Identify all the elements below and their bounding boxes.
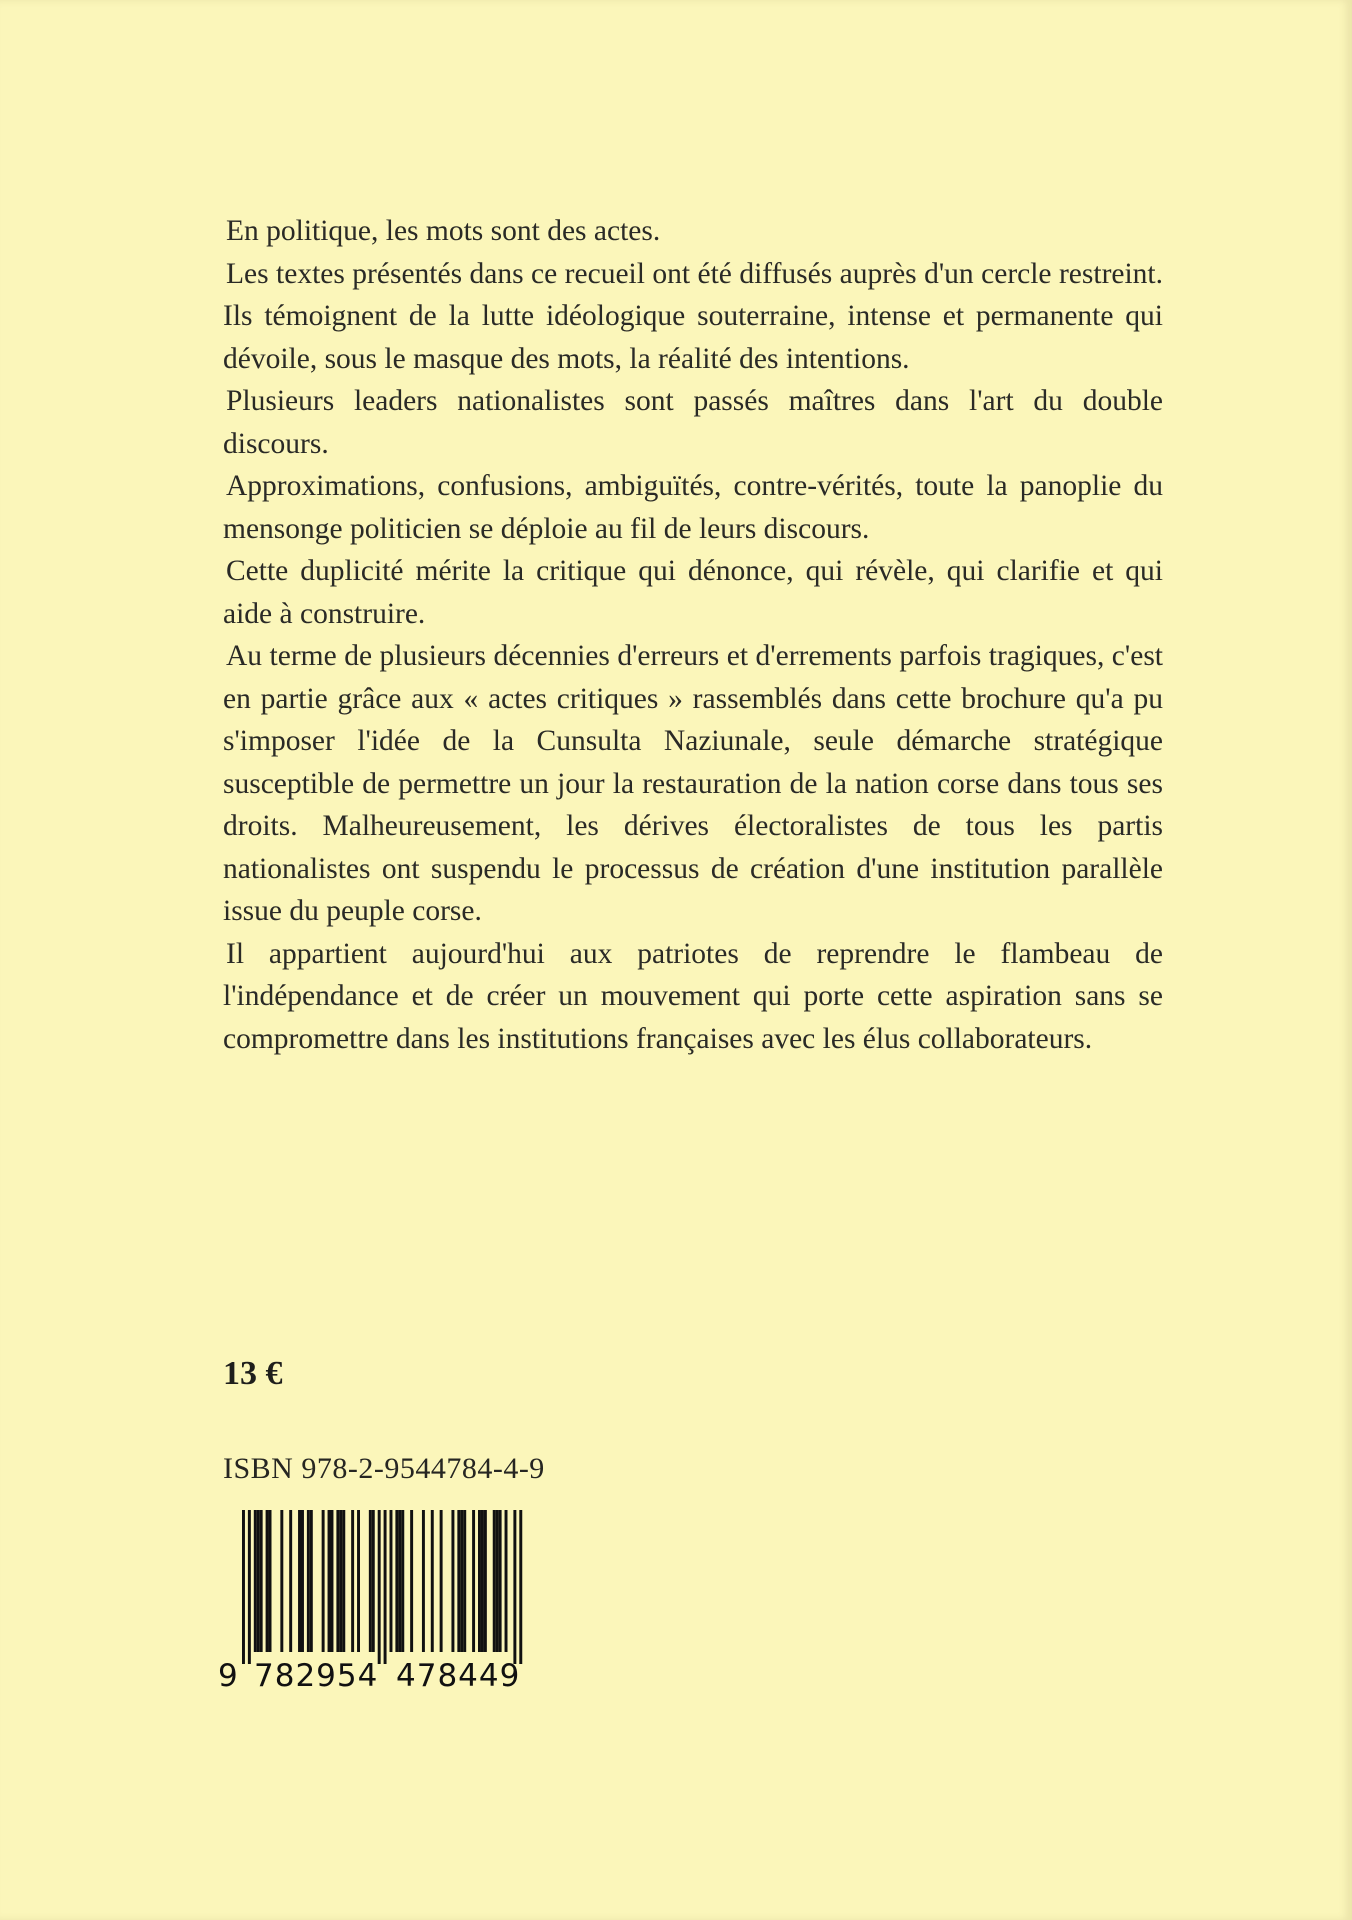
barcode-bar <box>372 1510 375 1652</box>
barcode-bar <box>378 1510 381 1664</box>
paragraph-7: Il appartient aujourd'hui aux patriotes de reprendre le flambeau de l'indépendance et de créer un mouvement qui porte cette aspiration sans se compromettre dans les institutions françaises avec les élus collaborateurs. <box>223 937 1163 1055</box>
barcode-bar <box>493 1510 496 1652</box>
barcode-left-group: 782954 <box>254 1658 379 1694</box>
barcode-bar <box>481 1510 484 1652</box>
barcode-bar <box>254 1510 257 1652</box>
barcode-bar <box>395 1510 398 1652</box>
barcode-bar <box>505 1510 508 1652</box>
barcode-bar <box>463 1510 466 1652</box>
barcode-bar <box>513 1510 516 1664</box>
paragraph-2: Les textes présentés dans ce recueil ont été diffusés auprès d'un cercle restreint. Ils témoignent de la lutte idéologique souterraine, intense et permanente qui dévoile, sous le masque des mots, la réalité des intentions. <box>223 257 1163 375</box>
barcode-bar <box>431 1510 434 1652</box>
paragraph-6: Au terme de plusieurs décennies d'erreurs et d'errements parfois tragiques, c'est en partie grâce aux « actes critiques » rassemblés dans cette brochure qu'a pu s'imposer l'idée de la Cunsulta Naziunale, seule démarche stratégique susceptible de permettre un jour la restauration de la nation corse dans tous ses droits. Malheureusement, les dérives électoralistes de tous les partis nationalistes ont suspendu le processus de création d'une institution parallèle issue du peuple corse. <box>223 640 1163 927</box>
paragraph-5: Cette duplicité mérite la critique qui dénonce, qui révèle, qui clarifie et qui aide à construire. <box>223 555 1163 630</box>
barcode-bar <box>519 1510 522 1664</box>
price-label: 13 € <box>223 1355 283 1392</box>
isbn-label: ISBN 978-2-9544784-4-9 <box>223 1452 545 1485</box>
barcode-bar <box>298 1510 301 1652</box>
barcode-bar <box>242 1510 245 1664</box>
barcode-bar <box>336 1510 339 1652</box>
barcode-bar <box>269 1510 272 1652</box>
barcode-bar <box>384 1510 387 1664</box>
barcode-bar <box>342 1510 345 1652</box>
barcode-bar <box>331 1510 334 1652</box>
barcode-bar <box>398 1510 401 1652</box>
barcode-bar <box>457 1510 460 1652</box>
barcode-bar <box>310 1510 313 1652</box>
barcode-bar <box>301 1510 304 1652</box>
barcode-bar <box>266 1510 269 1652</box>
barcode-bar <box>351 1510 354 1652</box>
barcode-bar <box>484 1510 487 1652</box>
barcode-bar <box>422 1510 425 1652</box>
barcode-bar <box>496 1510 499 1652</box>
barcode <box>214 1500 554 1700</box>
barcode-bar <box>472 1510 475 1652</box>
paragraph-1: En politique, les mots sont des actes. <box>226 215 661 247</box>
barcode-bar <box>451 1510 454 1652</box>
barcode-bar <box>410 1510 413 1652</box>
barcode-bar <box>328 1510 331 1652</box>
barcode-bar <box>322 1510 325 1652</box>
barcode-bar <box>390 1510 393 1652</box>
barcode-bar <box>307 1510 310 1652</box>
barcode-first-digit: 9 <box>218 1658 239 1694</box>
barcode-bar <box>460 1510 463 1652</box>
barcode-bar <box>339 1510 342 1652</box>
barcode-bar <box>248 1510 251 1664</box>
barcode-bar <box>478 1510 481 1652</box>
barcode-bar <box>499 1510 502 1652</box>
barcode-bar <box>401 1510 404 1652</box>
barcode-bar <box>369 1510 372 1652</box>
paragraph-4: Approximations, confusions, ambiguïtés, contre-vérités, toute la panoplie du mensonge politicien se déploie au fil de leurs discours. <box>223 470 1163 545</box>
barcode-bar <box>357 1510 360 1652</box>
barcode-bar <box>280 1510 283 1652</box>
barcode-bar <box>440 1510 443 1652</box>
barcode-bars <box>214 1500 554 1665</box>
barcode-bar <box>289 1510 292 1652</box>
paragraph-3: Plusieurs leaders nationalistes sont passés maîtres dans l'art du double discours. <box>223 385 1163 460</box>
barcode-bar <box>257 1510 260 1652</box>
barcode-right-group: 478449 <box>396 1658 521 1694</box>
barcode-bar <box>260 1510 263 1652</box>
blurb-text <box>223 210 1163 1060</box>
